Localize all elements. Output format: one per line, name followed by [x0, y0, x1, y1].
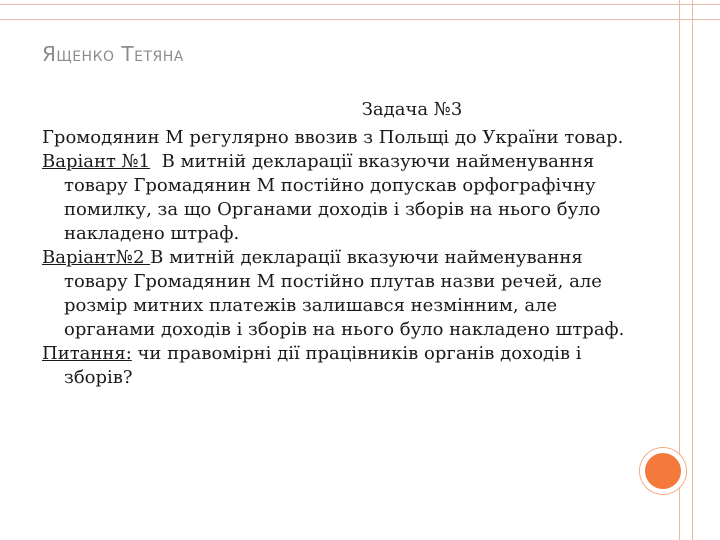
question-label: Питання:: [42, 343, 132, 364]
paragraph-question: [42, 342, 632, 390]
paragraph-variant-1: [42, 150, 632, 246]
paragraph-variant-2: [42, 246, 632, 342]
paragraph-intro-text: Громодянин М регулярно ввозив з Польщі до України товар.: [42, 127, 624, 148]
border-corner-gap: [693, 0, 720, 4]
paragraph-intro: [42, 126, 632, 150]
variant-2-text: В митній декларації вказуючи найменування товару Громадянин М постійно плутав назви речей, але розмір митних платежів залишався незмінним, але органами доходів і зборів на нього було накладено штраф.: [64, 247, 625, 340]
variant-1-text: В митній декларації вказуючи найменування товару Громадянин М постійно допускав орфографічну помилку, за що Органами доходів і зборів на нього було накладено штраф.: [64, 151, 607, 244]
variant-2-label: Варіант№2: [42, 247, 151, 268]
question-text: чи правомірні дії працівників органів доходів і зборів?: [64, 343, 588, 388]
decorative-circle: [640, 448, 686, 494]
slide-title: Ященко Тетяна: [42, 42, 184, 66]
variant-1-label: Варіант №1: [42, 151, 151, 172]
top-border-band: [0, 4, 720, 20]
slide-body: [42, 98, 632, 390]
task-heading: Задача №3: [361, 99, 463, 120]
